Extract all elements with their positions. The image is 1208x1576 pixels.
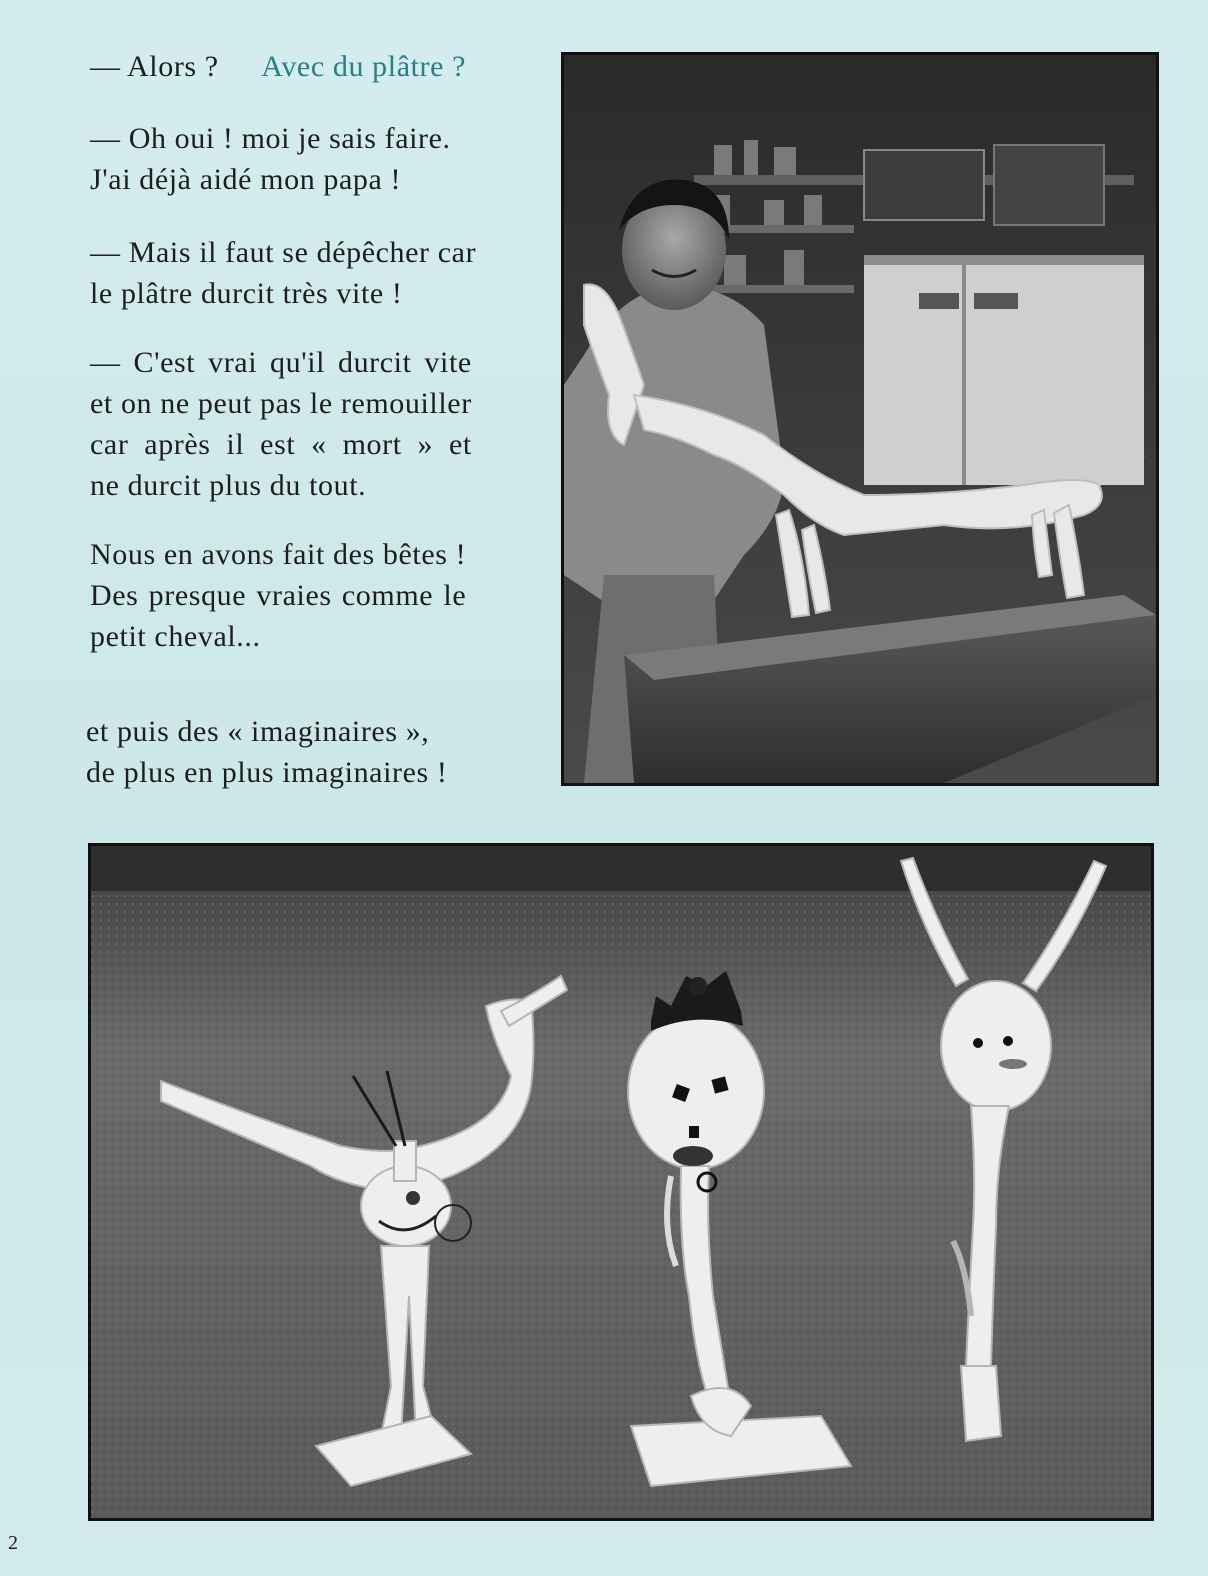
line: Des presque vraies comme le: [90, 579, 467, 612]
photo-child-illustration: [564, 55, 1156, 783]
paragraph-1: [90, 46, 466, 87]
line: et on ne peut pas le remouiller: [90, 387, 472, 420]
line: Nous en avons fait des bêtes !: [90, 538, 467, 571]
line: petit cheval...: [90, 620, 261, 653]
line: — C'est vrai qu'il durcit vite: [90, 346, 472, 379]
photo-child-with-plaster-horse: [561, 52, 1159, 786]
line: — Mais il faut se dépêcher car: [90, 236, 477, 269]
paragraph-4: [90, 342, 472, 506]
line: car après il est « mort » et: [90, 428, 472, 461]
dialogue-alors: — Alors ?: [90, 50, 219, 83]
paragraph-5: [90, 534, 466, 657]
line: J'ai déjà aidé mon papa !: [90, 163, 402, 196]
line: de plus en plus imaginaires !: [86, 756, 448, 789]
page-number: 2: [8, 1532, 18, 1554]
line: — Oh oui ! moi je sais faire.: [90, 122, 451, 155]
paragraph-3: [90, 232, 476, 314]
paragraph-2: [90, 118, 451, 200]
photo-imaginary-creatures: [88, 843, 1154, 1521]
line: et puis des « imaginaires »,: [86, 715, 430, 748]
paragraph-6: [86, 711, 448, 793]
line: le plâtre durcit très vite !: [90, 277, 403, 310]
line: ne durcit plus du tout.: [90, 469, 367, 502]
dialogue-avec-du-platre: Avec du plâtre ?: [261, 50, 467, 83]
line: [90, 46, 466, 87]
photo-creatures-illustration: [91, 846, 1151, 1518]
